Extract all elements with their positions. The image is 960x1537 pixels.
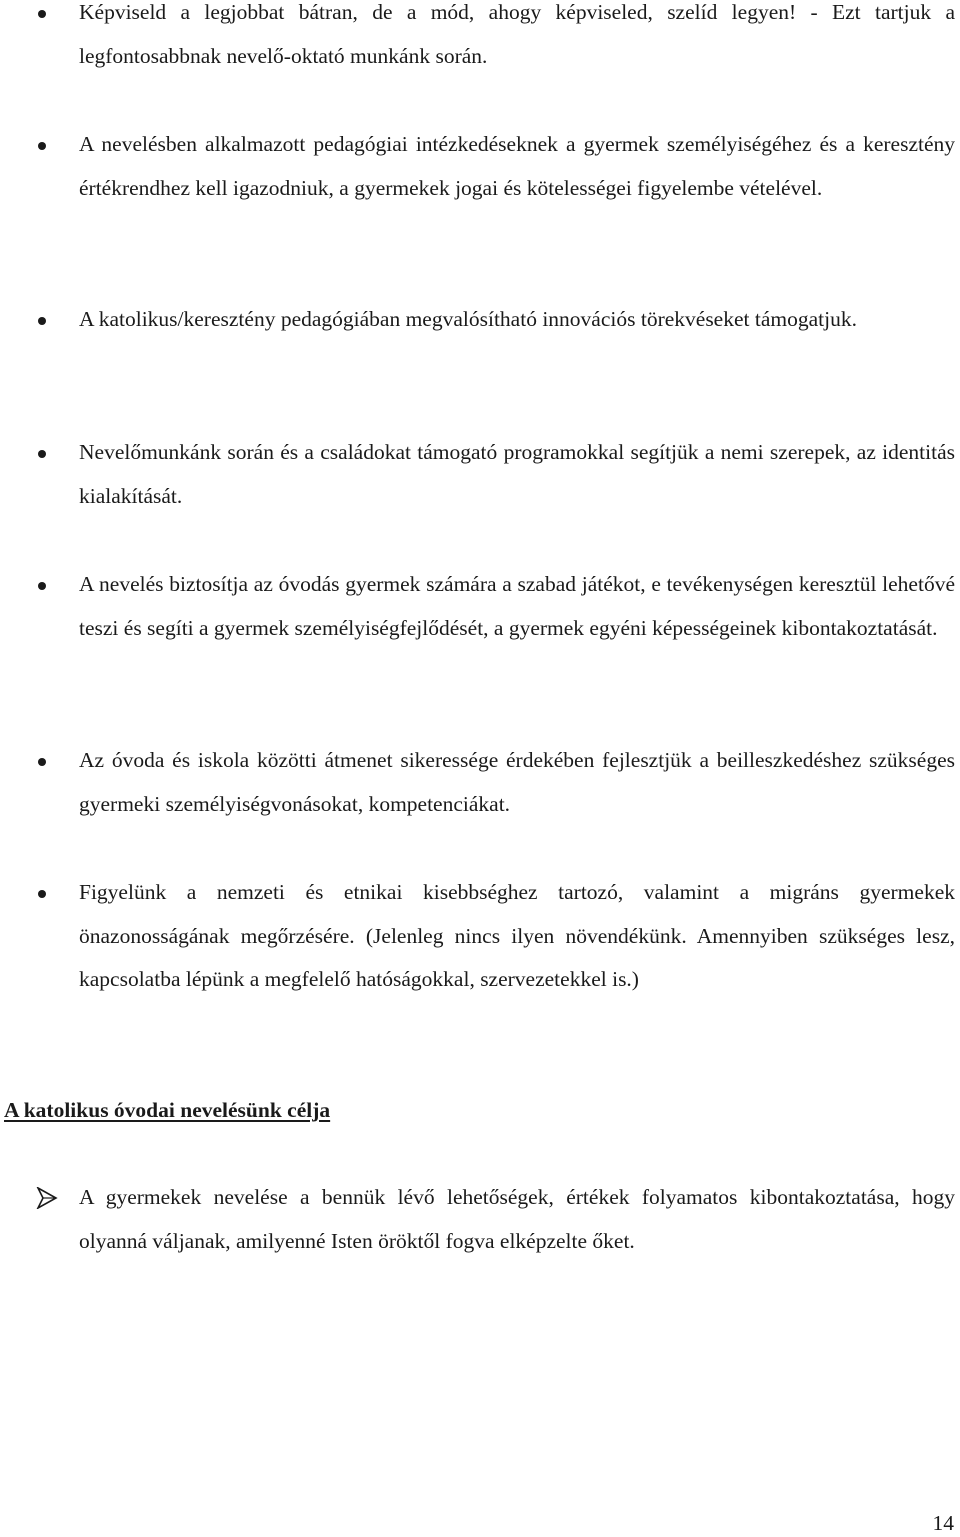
list-item-text: Képviseld a legjobbat bátran, de a mód, ahogy képviseled, szelíd legyen! - Ezt tartjuk a legfontosabbnak nevelő-oktató munkánk során.	[79, 0, 955, 68]
page-number: 14	[932, 1511, 954, 1535]
list-item-text: Az óvoda és iskola közötti átmenet sikeressége érdekében fejlesztjük a beilleszkedéshez szükséges gyermeki személyiségvonásokat, kompetenciákat.	[79, 748, 955, 816]
list-item-text: A nevelésben alkalmazott pedagógiai intézkedéseknek a gyermek személyiségéhez és a keresztény értékrendhez kell igazodniuk, a gyermekek jogai és kötelességei figyelembe vételével.	[79, 132, 955, 200]
list-item-text: Nevelőmunkánk során és a családokat támogató programokkal segítjük a nemi szerepek, az identitás kialakítását.	[79, 440, 955, 508]
list-item-text: A katolikus/keresztény pedagógiában megvalósítható innovációs törekvéseket támogatjuk.	[79, 307, 857, 331]
bullet-dot-icon	[38, 317, 46, 325]
bullet-dot-icon	[38, 142, 46, 150]
bullet-dot-icon	[38, 890, 46, 898]
arrow-bullet-icon	[36, 1187, 58, 1209]
list-item-text: Figyelünk a nemzeti és etnikai kisebbséghez tartozó, valamint a migráns gyermekek önazonosságának megőrzésére. (Jelenleg nincs ilyen növendékünk. Amennyiben szükséges lesz, kapcsolatba lépünk a megfelelő hatóságokkal, szervezetekkel is.)	[79, 880, 955, 991]
bullet-dot-icon	[38, 10, 46, 18]
bullet-dot-icon	[38, 758, 46, 766]
list-item-text: A nevelés biztosítja az óvodás gyermek számára a szabad játékot, e tevékenységen keresztül lehetővé teszi és segíti a gyermek személyiségfejlődését, a gyermek egyéni képességeinek kibontakoztatását.	[79, 572, 955, 640]
section-heading: A katolikus óvodai nevelésünk célja	[4, 1098, 331, 1122]
bullet-dot-icon	[38, 450, 46, 458]
bullet-dot-icon	[38, 582, 46, 590]
arrow-list-item-text: A gyermekek nevelése a bennük lévő lehetőségek, értékek folyamatos kibontakoztatása, hogy olyanná váljanak, amilyenné Isten öröktől fogva elképzelte őket.	[79, 1185, 955, 1253]
